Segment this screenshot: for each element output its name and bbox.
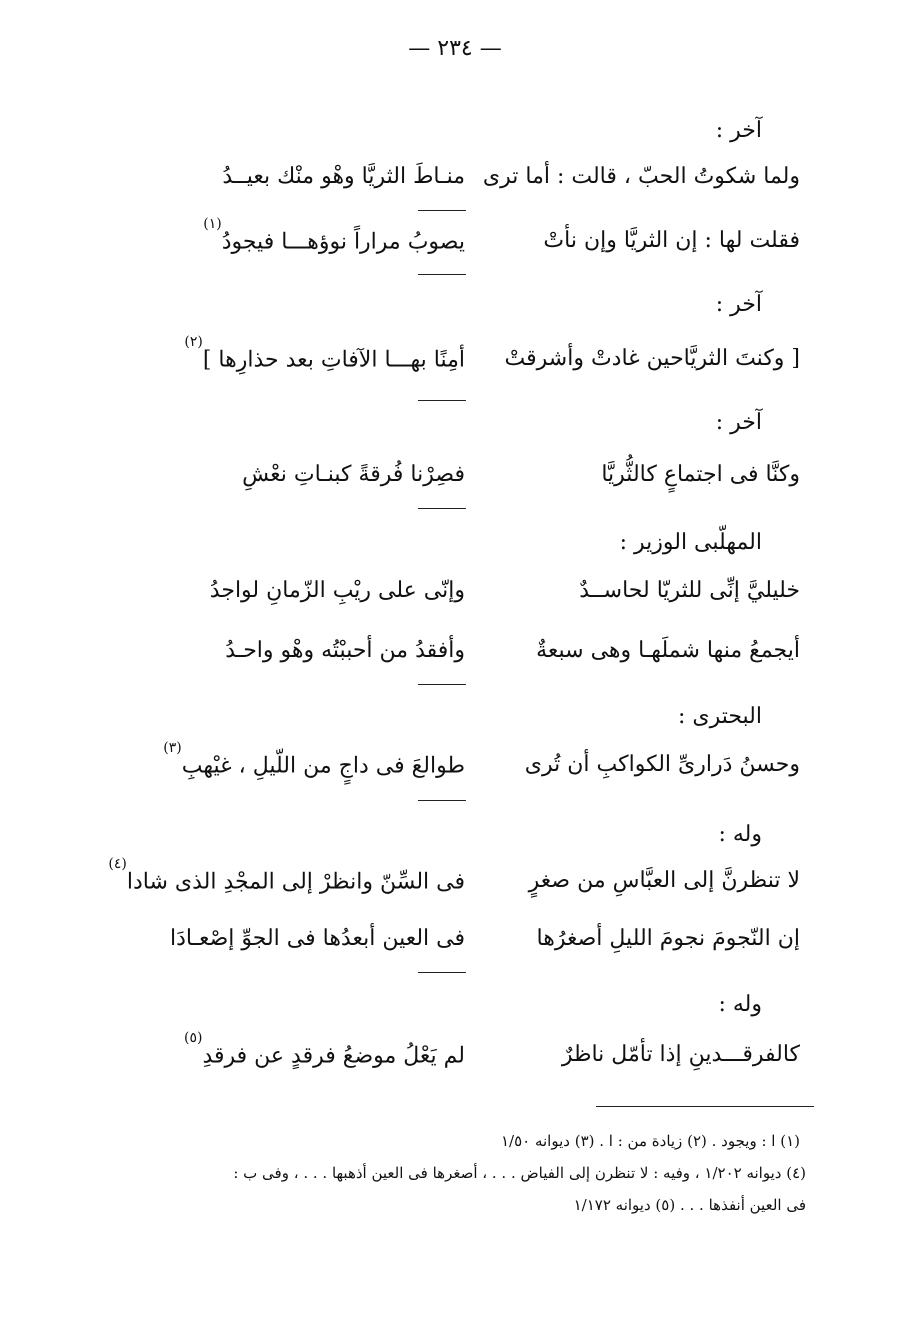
verse-second-hemistich: طوالعَ فى داجٍ من اللّيلِ ، غيْهبِ$^{(٣)}$: [163, 740, 465, 779]
poem-heading: آخر :: [715, 118, 762, 143]
footnote-marker: (٤): [108, 856, 127, 872]
verse-first-hemistich: إن النّجومَ نجومَ الليلِ أصغرُها: [536, 926, 800, 951]
verse-first-hemistich: وكنَّا فى اجتماعٍ كالثُّريَّا: [601, 462, 800, 487]
verse-first-hemistich: خليليَّ إنِّى للثريّا لحاســدٌ: [579, 578, 800, 603]
verse-first-hemistich: لا تنظرنَّ إلى العبَّاسِ من صغرٍ: [528, 868, 800, 893]
footnote-marker: (٢): [184, 334, 203, 350]
poem-heading: وله :: [718, 992, 762, 1017]
verse-first-hemistich: وحسنُ دَرارىِّ الكواكبِ أن تُرى: [524, 752, 800, 777]
footnote-line: (٤) ديوانه ١/٢٠٢ ، وفيه : لا تنظرن إلى الفياض . . . ، أصغرها فى العين أذهبها . . . ، وفى ب :: [233, 1164, 806, 1182]
verse-second-hemistich: لم يَعْلُ موضعُ فرقدٍ عن فرقدِ$^{(٥)}$: [183, 1030, 465, 1069]
verse-first-hemistich: [ وكنتَ الثريَّاحين غادتْ وأشرقتْ: [504, 346, 800, 371]
verse-separator: [418, 800, 466, 801]
verse-separator: [418, 274, 466, 275]
verse-second-hemistich: أمِنًا بهـــا الآفاتِ بعد حذارِها ]$^{(٢)}$: [184, 334, 465, 373]
verse-second-hemistich: منـاطَ الثريَّا وهْو منْك بعيــدُ: [222, 164, 465, 189]
poem-heading: المهلّبى الوزير :: [619, 530, 762, 555]
verse-second-hemistich: فصِرْنا فُرقةً كبنـاتِ نعْشِ: [242, 462, 465, 487]
verse-first-hemistich: كالفرقـــدينِ إذا تأمّل ناظرٌ: [561, 1042, 800, 1067]
verse-first-hemistich: أيجمعُ منها شملَهـا وهى سبعةٌ: [536, 638, 800, 663]
verse-first-hemistich: ولما شكوتُ الحبّ ، قالت : أما ترى: [482, 164, 800, 189]
footnote-marker: (٣): [163, 740, 182, 756]
poem-heading: وله :: [718, 822, 762, 847]
verse-second-hemistich: يصوبُ مراراً نوؤهـــا فيجودُ$^{(١)}$: [203, 216, 465, 255]
poem-heading: آخر :: [715, 292, 762, 317]
verse-separator: [418, 972, 466, 973]
verse-second-hemistich: فى العين أبعدُها فى الجوِّ إصْعـادَا: [169, 926, 465, 951]
poem-heading: البحترى :: [677, 704, 762, 729]
page-number: — ٢٣٤ —: [408, 36, 502, 61]
verse-separator: [418, 684, 466, 685]
footnote-line: (١) ا : ويجود . (٢) زيادة من : ا . (٣) ديوانه ١/٥٠: [500, 1132, 800, 1150]
poem-heading: آخر :: [715, 410, 762, 435]
footnote-marker: (١): [203, 216, 222, 232]
verse-separator: [418, 508, 466, 509]
footnote-rule: [596, 1106, 814, 1107]
footnote-line: فى العين أنفذها . . . (٥) ديوانه ١/١٧٢: [573, 1196, 806, 1214]
verse-second-hemistich: فى السِّنّ وانظرْ إلى المجْدِ الذى شادا$^{(٤)}$: [108, 856, 465, 895]
footnote-marker: (٥): [183, 1030, 203, 1046]
verse-separator: [418, 400, 466, 401]
verse-separator: [418, 210, 466, 211]
verse-first-hemistich: فقلت لها : إن الثريَّا وإن نأتْ: [543, 228, 800, 253]
verse-second-hemistich: وإنّى على ريْبِ الزّمانِ لواجدُ: [209, 578, 465, 603]
verse-second-hemistich: وأفقدُ من أحببْتُه وهْو واحـدُ: [225, 638, 465, 663]
